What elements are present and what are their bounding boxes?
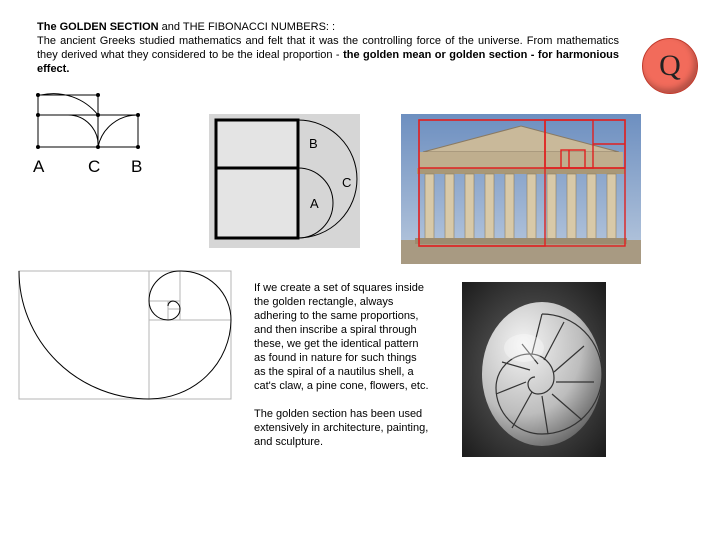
- construction-label-a: A: [33, 157, 45, 176]
- golden-construction-diagram: [28, 88, 153, 178]
- intro-body: The ancient Greeks studied mathematics and felt that it was the controlling force of the universe. From mathematics they derived what they considered to be the ideal proportion -: [37, 35, 619, 61]
- caption-paragraph-2: The golden section has been used extensively in architecture, painting, and sculpture.: [254, 408, 429, 448]
- rect-label-b: B: [309, 136, 318, 151]
- badge-letter: Q: [659, 49, 681, 82]
- golden-rectangle-diagram: [209, 114, 360, 248]
- construction-label-b: B: [131, 157, 143, 176]
- intro-title-rest: and THE FIBONACCI NUMBERS: :: [158, 21, 336, 33]
- q-badge-icon: [642, 38, 698, 94]
- parthenon-photo: [401, 114, 641, 264]
- rect-label-a: A: [310, 196, 319, 211]
- caption-paragraph-1: If we create a set of squares inside the golden rectangle, always adhering to the same proportions, and then inscribe a spiral through these, we get the identical pattern as found in nature for such things as the spiral of a nautilus shell, a cat's claw, a pine cone, flowers, etc.: [254, 282, 429, 392]
- rect-label-c: C: [342, 175, 352, 190]
- construction-label-c: C: [88, 157, 101, 176]
- intro-body-bold: the golden mean or golden section - for harmonious effect.: [37, 49, 619, 75]
- golden-spiral-diagram: [18, 270, 233, 400]
- intro-text: [37, 20, 619, 76]
- nautilus-shell-photo: [462, 282, 606, 457]
- caption: [254, 281, 430, 463]
- intro-title-bold: The GOLDEN SECTION: [37, 21, 159, 33]
